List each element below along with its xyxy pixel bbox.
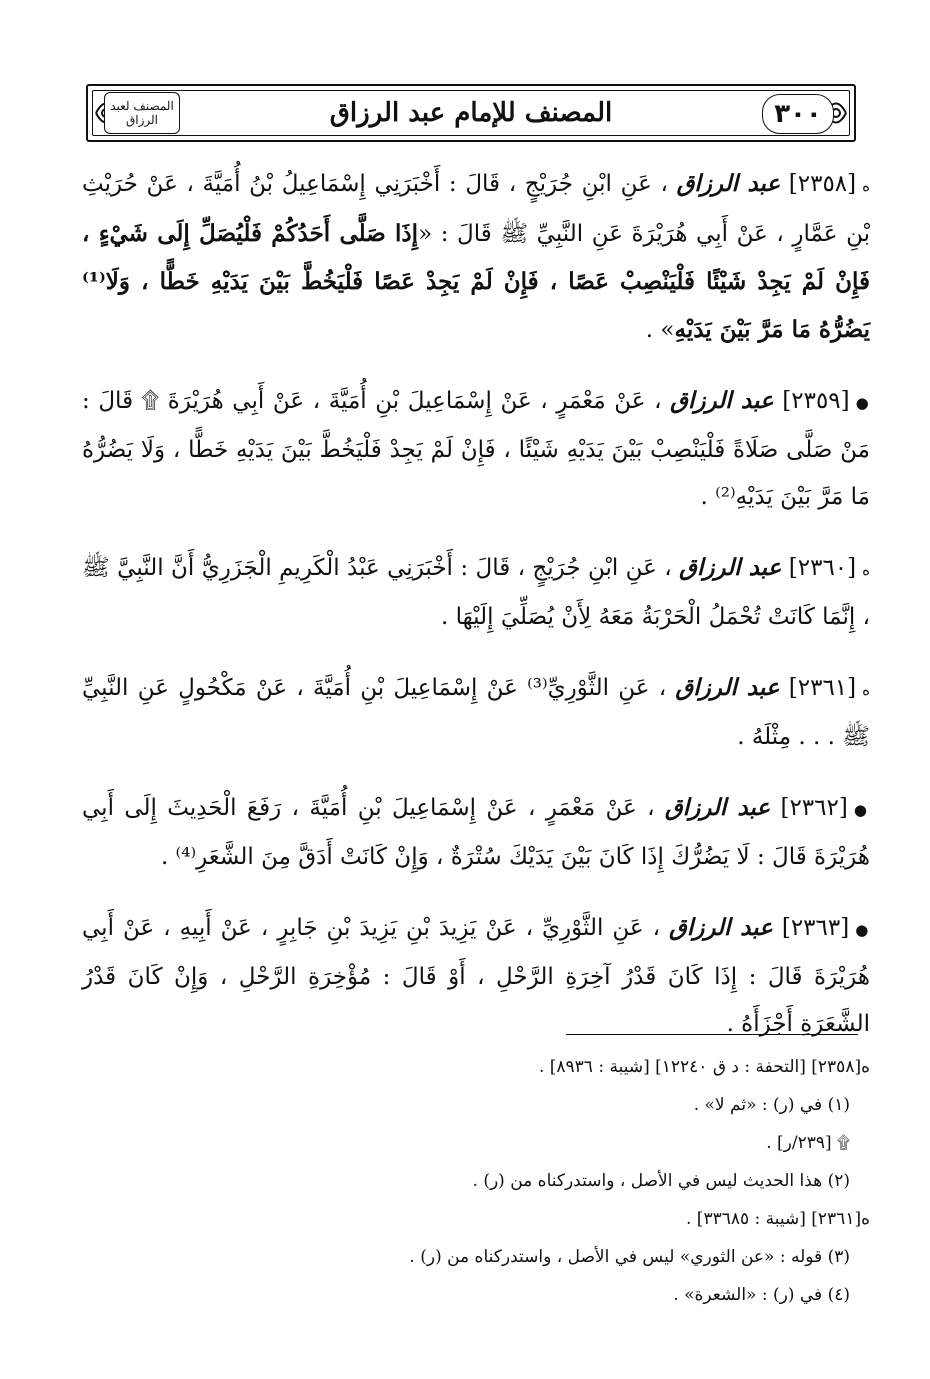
running-title: المصنف للإمام عبد الرزاق bbox=[329, 98, 613, 128]
narrator-name: عبد الرزاق bbox=[676, 170, 781, 197]
footnote-rule bbox=[566, 1034, 858, 1035]
hadith-2362 bbox=[82, 784, 870, 881]
hadith-marker: ● bbox=[855, 394, 871, 412]
footnote-line: ۩ [٢٣٩/ر] . bbox=[766, 1133, 850, 1153]
narrator-name: عبد الرزاق bbox=[669, 914, 773, 941]
hadith-text: ، عَنِ الثَّوْرِيِّ ، عَنْ يَزِيدَ بْنِ يَزِيدَ بْنِ جَابِرٍ ، عَنْ أَبِيهِ ، عَنْ أَبِي هُرَيْرَةَ قَالَ : إِذَا كَانَ قَدْرُ آخِرَةِ الرَّحْلِ ، أَوْ قَالَ : مُؤْخِرَةِ الرَّحْلِ ، وَإِنْ كَانَ قَدْرُ الشَّعَرَةِ أَجْزَأَهُ . bbox=[82, 915, 870, 1037]
hadith-marker: ه bbox=[862, 177, 871, 195]
hadith-number: [٢٣٦٠] bbox=[788, 555, 857, 581]
hadith-marker: ه bbox=[862, 681, 871, 699]
hadith-number: [٢٣٥٩] bbox=[782, 388, 850, 414]
book-badge: المصنف لعبد الرزاق bbox=[104, 92, 180, 134]
hadith-text: ، عَنِ الثَّوْرِيِّ⁽³⁾ عَنْ إِسْمَاعِيلَ بْنِ أُمَيَّةَ ، عَنْ مَكْحُولٍ عَنِ النَّبِيِّ ﷺ . . . مِثْلَهُ . bbox=[82, 675, 870, 750]
page-number: ٣٠٠ bbox=[762, 94, 834, 134]
hadith-2358 bbox=[82, 160, 870, 354]
hadith-number: [٢٣٦٢] bbox=[780, 795, 848, 821]
footnote-line: (٣) قوله : «عن الثوري» ليس في الأصل ، واستدركناه من (ر) . bbox=[409, 1247, 850, 1267]
narrator-name: عبد الرزاق bbox=[664, 794, 771, 821]
hadith-2363 bbox=[82, 904, 870, 1048]
hadith-text: ، عَنْ مَعْمَرٍ ، عَنْ إِسْمَاعِيلَ بْنِ أُمَيَّةَ ، عَنْ أَبِي هُرَيْرَةَ ۩ قَالَ : مَنْ صَلَّى صَلَاةً فَلْيَنْصِبْ بَيْنَ يَدَيْهِ شَيْئًا ، فَإِنْ لَمْ يَجِدْ فَلْيَخُطَّ بَيْنَ يَدَيْهِ خَطًّا ، وَلَا يَضُرُّهُ مَا مَرَّ بَيْنَ يَدَيْهِ⁽²⁾ . bbox=[82, 388, 870, 510]
main-text bbox=[82, 160, 870, 1054]
hadith-number: [٢٣٥٨] bbox=[788, 171, 857, 197]
hadith-number: [٢٣٦٣] bbox=[781, 915, 850, 941]
hadith-end: » . bbox=[645, 317, 675, 343]
footnote-line: (٢) هذا الحديث ليس في الأصل ، واستدركناه من (ر) . bbox=[472, 1171, 850, 1191]
narrator-name: عبد الرزاق bbox=[679, 554, 782, 581]
hadith-marker: ه bbox=[862, 561, 871, 579]
footnote-line: (٤) في (ر) : «الشعرة» . bbox=[673, 1285, 850, 1305]
footnote-line: (١) في (ر) : «ثم لا» . bbox=[693, 1095, 850, 1115]
footnote-line: ه[٢٣٥٨] [التحفة : د ق ١٢٢٤٠] [شيبة : ٨٩٣٦] . bbox=[538, 1057, 870, 1077]
hadith-text: ، عَنِ ابْنِ جُرَيْجٍ ، قَالَ : أَخْبَرَنِي إِسْمَاعِيلُ بْنُ أُمَيَّةَ ، عَنْ حُرَيْثِ بْنِ عَمَّارٍ ، عَنْ أَبِي هُرَيْرَةَ عَنِ النَّبِيِّ ﷺ قَالَ : « bbox=[82, 171, 870, 247]
hadith-text: ، عَنِ ابْنِ جُرَيْجٍ ، قَالَ : أَخْبَرَنِي عَبْدُ الْكَرِيمِ الْجَزَرِيُّ أَنَّ النَّبِيَّ ﷺ ، إِنَّمَا كَانَتْ تُحْمَلُ الْحَرْبَةُ مَعَهُ لِأَنْ يُصَلِّيَ إِلَيْهَا . bbox=[82, 555, 870, 630]
page-header bbox=[86, 84, 856, 142]
footnotes bbox=[82, 1048, 870, 1314]
hadith-quote: إِذَا صَلَّى أَحَدُكُمْ فَلْيُصَلِّ إِلَى شَيْءٍ ، فَإِنْ لَمْ يَجِدْ شَيْئًا فَلْيَنْصِبْ عَصًا ، فَإِنْ لَمْ يَجِدْ عَصًا فَلْيَخُطَّ بَيْنَ يَدَيْهِ خَطًّا ، وَلَا⁽¹⁾ يَضُرُّهُ مَا مَرَّ بَيْنَ يَدَيْهِ bbox=[82, 220, 870, 343]
hadith-2359 bbox=[82, 377, 870, 521]
hadith-2360 bbox=[82, 544, 870, 641]
hadith-2361 bbox=[82, 664, 870, 761]
narrator-name: عبد الرزاق bbox=[675, 674, 780, 701]
hadith-text: ، عَنْ مَعْمَرٍ ، عَنْ إِسْمَاعِيلَ بْنِ أُمَيَّةَ ، رَفَعَ الْحَدِيثَ إِلَى أَبِي هُرَيْرَةَ قَالَ : لَا يَضُرُّكَ إِذَا كَانَ بَيْنَ يَدَيْكَ سُتْرَةٌ ، وَإِنْ كَانَتْ أَدَقَّ مِنَ الشَّعَرِ⁽⁴⁾ . bbox=[82, 795, 870, 870]
footnote-line: ه[٢٣٦١] [شيبة : ٣٣٦٨٥] . bbox=[685, 1209, 870, 1229]
hadith-marker: ● bbox=[855, 921, 870, 939]
hadith-number: [٢٣٦١] bbox=[788, 675, 857, 701]
hadith-marker: ● bbox=[853, 801, 870, 819]
narrator-name: عبد الرزاق bbox=[670, 387, 774, 414]
